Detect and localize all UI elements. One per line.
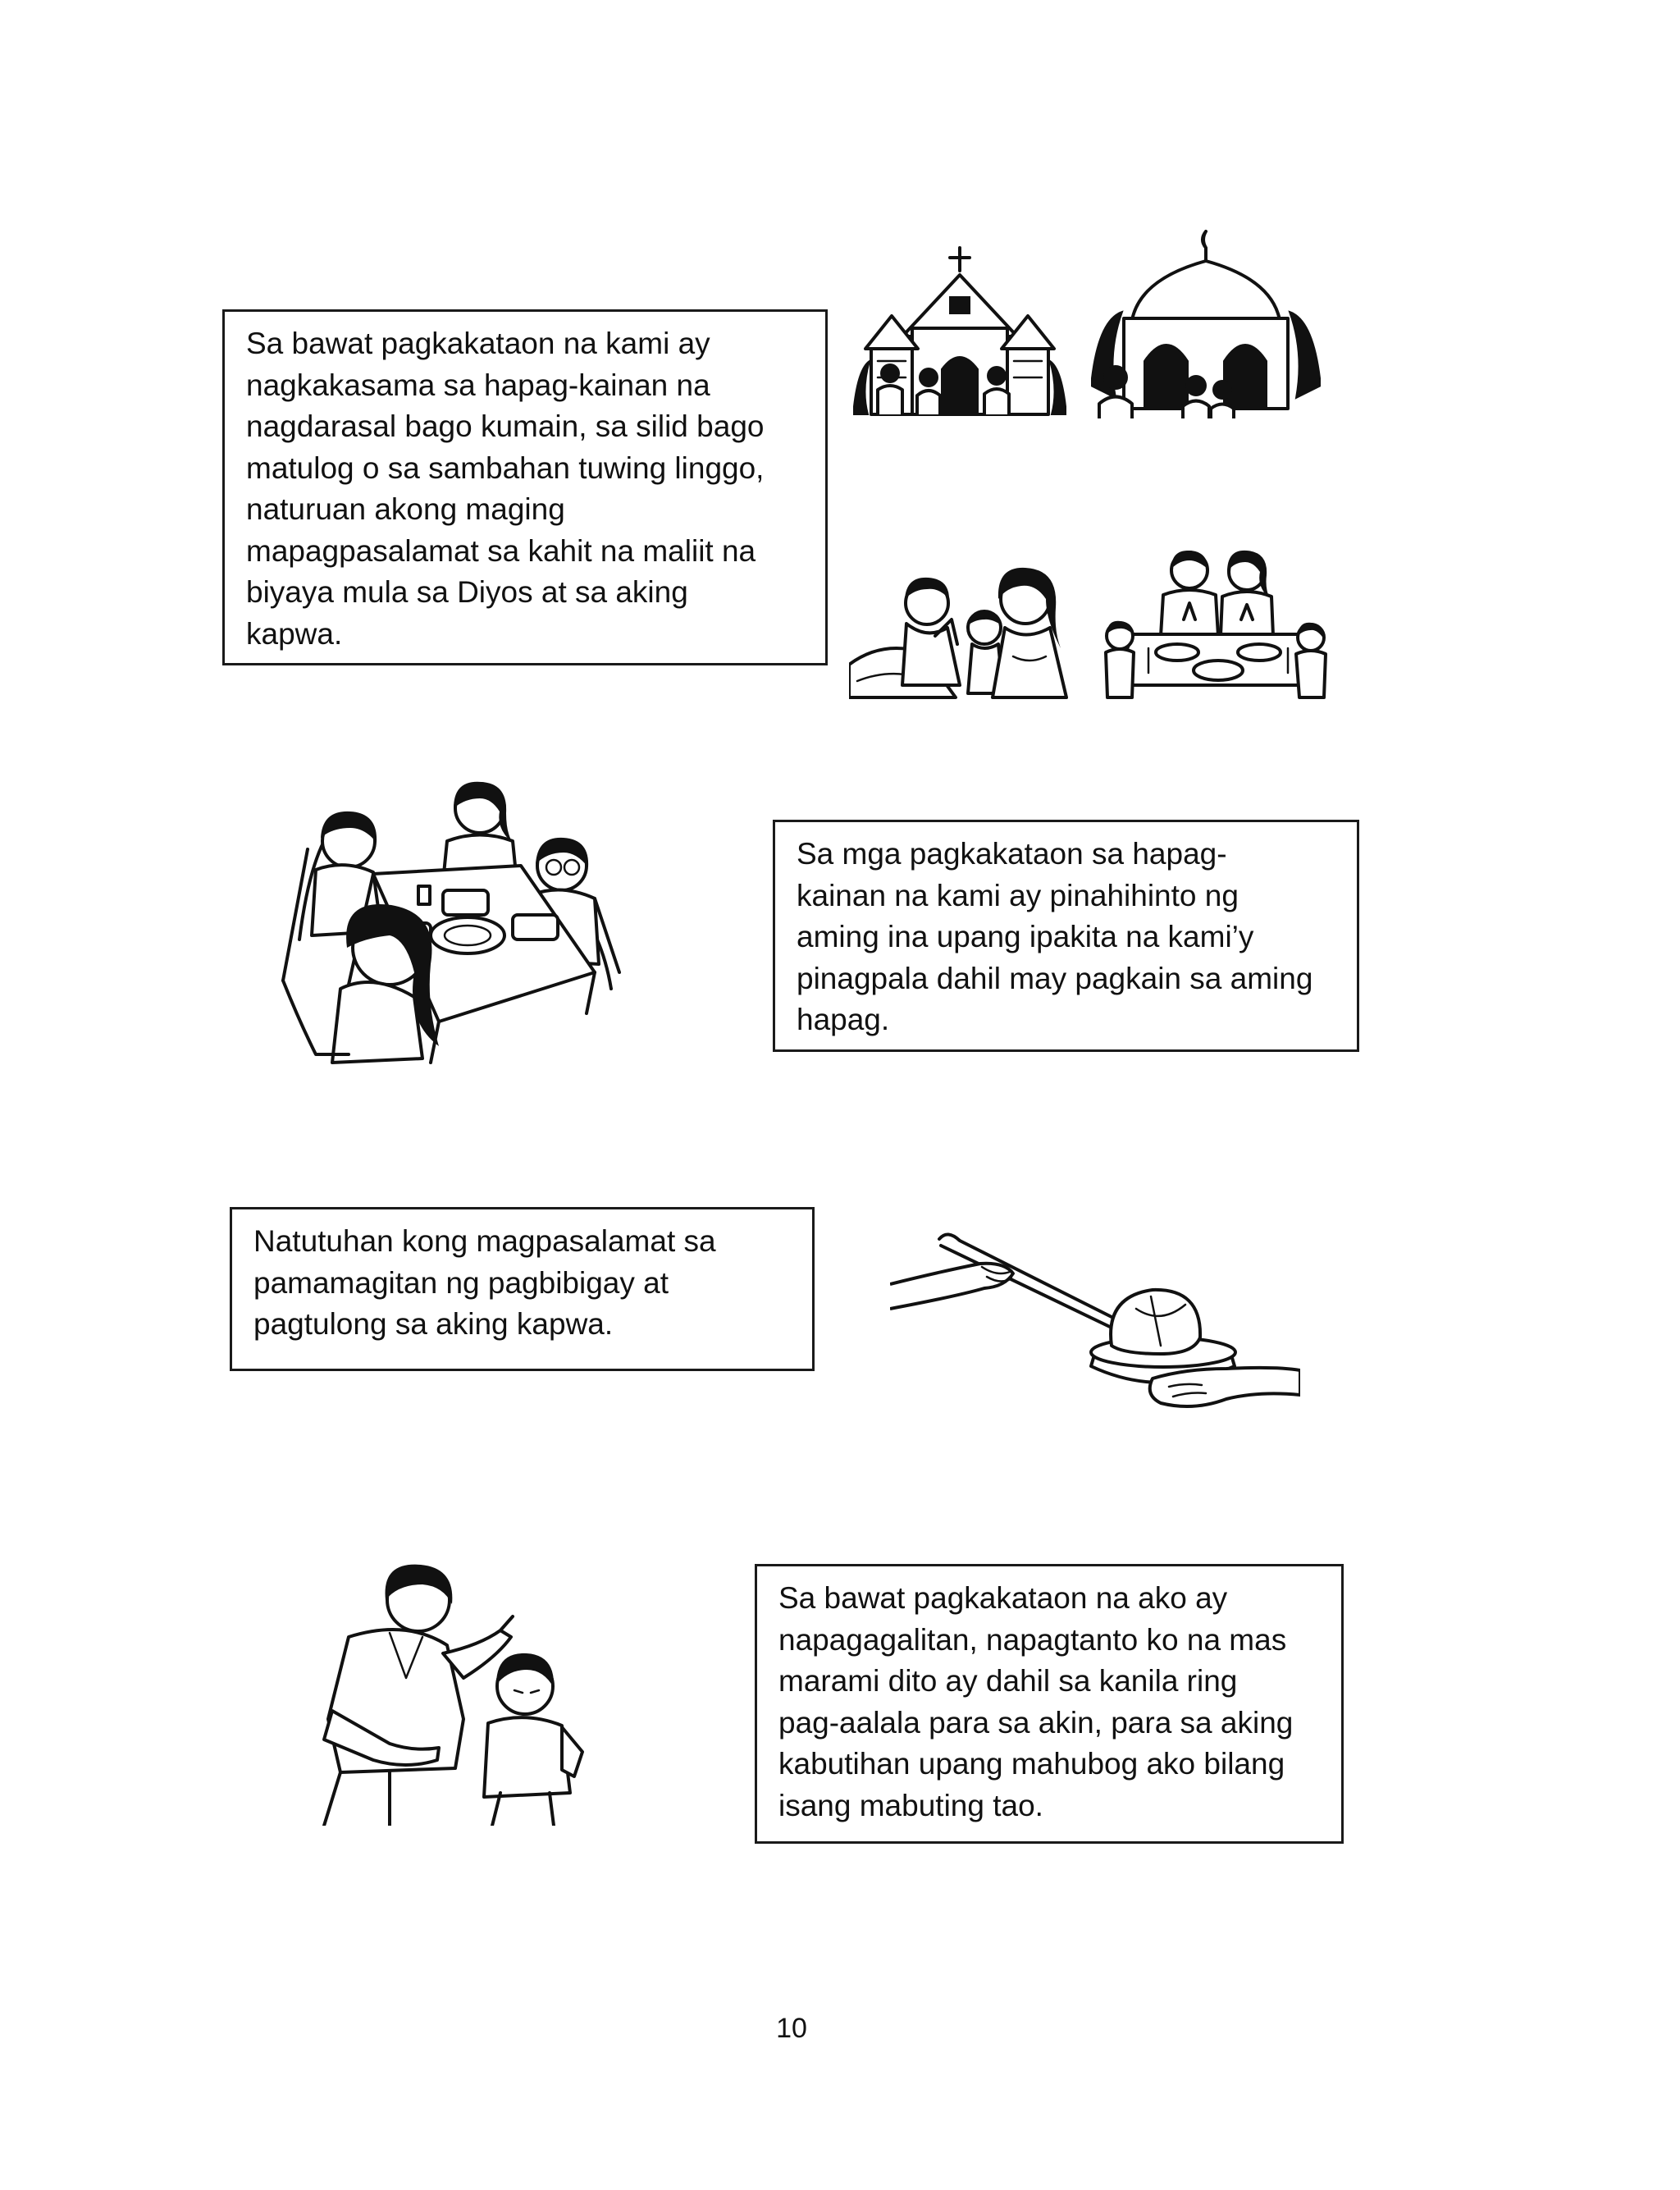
family-dinner-table-illustration (250, 775, 644, 1083)
text-line: nagkakasama sa hapag-kainan na (246, 368, 710, 402)
text-box-mealtime-blessing (773, 820, 1359, 1052)
page-number: 10 (776, 2013, 807, 2044)
family-table-prayer-illustration (1099, 537, 1329, 702)
text-line: aming ina upang ipakita na kami’y (797, 920, 1254, 953)
bedtime-prayer-illustration (849, 542, 1083, 702)
text-line: isang mabuting tao. (778, 1788, 1043, 1822)
text-line: hapag. (797, 1003, 890, 1036)
text-line: pamamagitan ng pagbibigay at (253, 1265, 669, 1300)
text-line: kabutihan upang mahubog ako bilang (778, 1747, 1285, 1781)
text-line: kainan na kami ay pinahihinto ng (797, 878, 1239, 912)
text-line: marami dito ay dahil sa kanila ring (778, 1664, 1238, 1698)
text-line: naturuan akong maging (246, 492, 565, 526)
church-illustration (853, 246, 1066, 418)
text-line: napagagalitan, napagtanto ko na mas (778, 1622, 1287, 1657)
text-line: pinagpala dahil may pagkain sa aming (797, 961, 1313, 995)
text-box-giving-helping (230, 1207, 815, 1371)
text-line: Sa bawat pagkakataon na kami ay (246, 327, 710, 360)
text-line: biyaya mula sa Diyos at sa aking (246, 575, 688, 609)
text-box-being-scolded (755, 1564, 1344, 1844)
text-line: pag-aalala para sa akin, para sa aking (778, 1705, 1294, 1740)
mosque-illustration (1091, 230, 1321, 418)
text-line: Sa bawat pagkakataon na ako ay (778, 1581, 1228, 1615)
text-line: mapagpasalamat sa kahit na maliit na (246, 533, 756, 568)
text-line: Natutuhan kong magpasalamat sa (253, 1224, 716, 1258)
text-box-gratitude-prayer (222, 309, 828, 665)
giving-food-illustration (890, 1223, 1300, 1420)
text-line: Sa mga pagkakataon sa hapag- (797, 837, 1227, 871)
text-line: matulog o sa sambahan tuwing linggo, (246, 450, 765, 485)
text-line: kapwa. (246, 616, 343, 651)
text-line: pagtulong sa aking kapwa. (253, 1307, 614, 1341)
parent-scolding-child-illustration (291, 1555, 595, 1826)
text-line: nagdarasal bago kumain, sa silid bago (246, 409, 765, 443)
